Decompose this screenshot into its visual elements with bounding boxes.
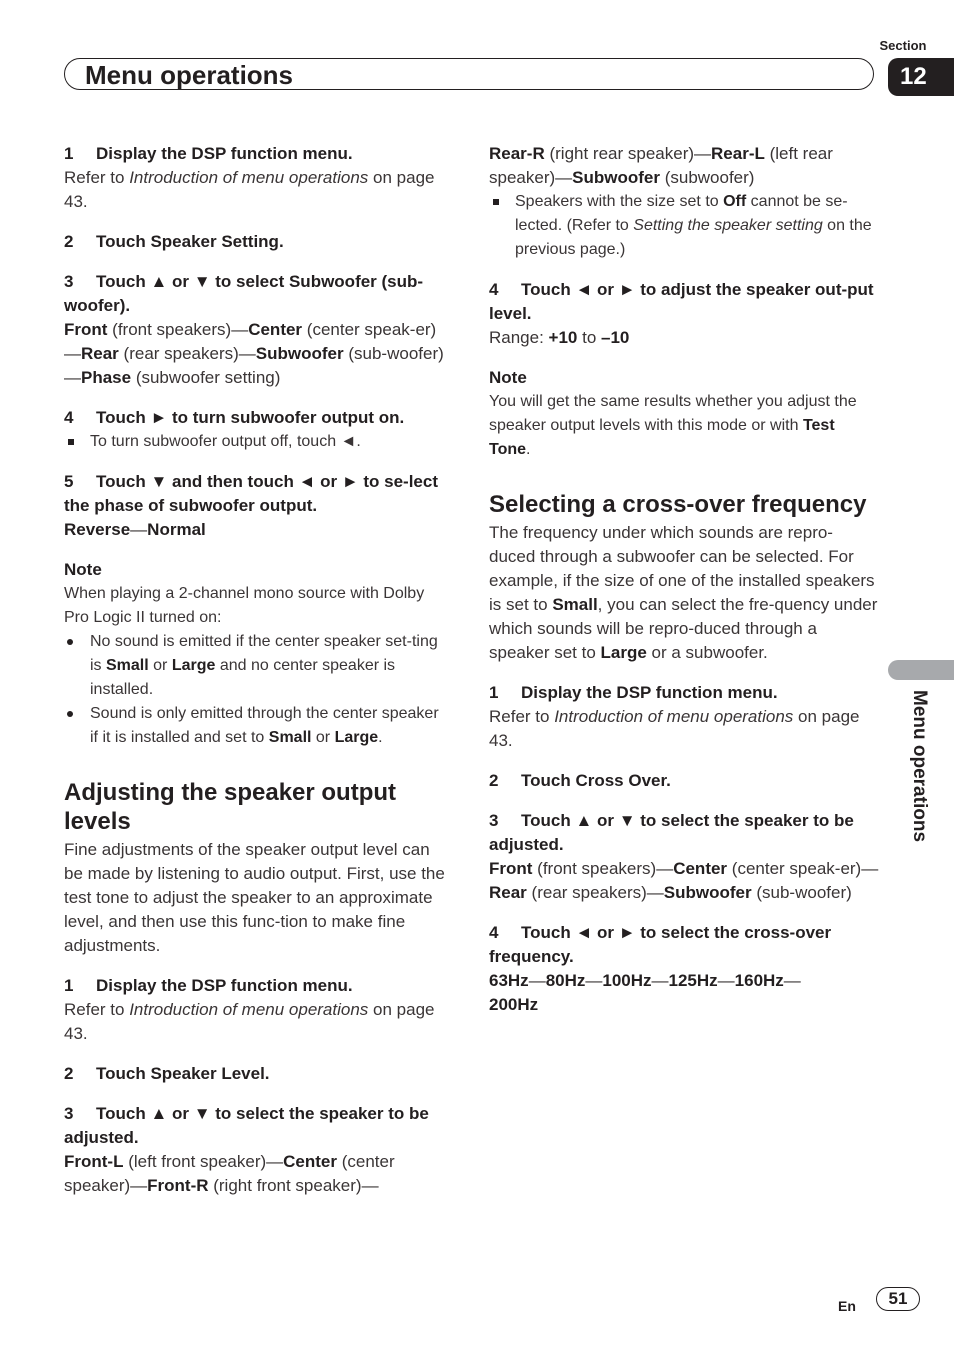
intro-paragraph: The frequency under which sounds are repro-duced through a subwoofer can be selected. For example, if the size of one of the installed speakers is set to Small, you can select the fre-quency under which sounds will be repro-duced through a speaker set to Large or a subwoofer. <box>489 523 878 662</box>
step-3-options: Front-L (left front speaker)—Center (center speaker)—Front-R (right front speaker)— <box>64 1152 395 1195</box>
section-label: Section <box>879 38 927 53</box>
step-1-reference: Refer to Introduction of menu operations on page 43. <box>64 168 435 211</box>
step-1: 1 Display the DSP function menu. <box>64 144 353 163</box>
bullet-item: Speakers with the size set to Off cannot be se-lected. (Refer to Setting the speaker setting on the previous page.) <box>489 190 879 262</box>
step-4-bullets <box>64 430 448 454</box>
step-4: 4 Touch ◄ or ► to select the cross-over frequency. <box>489 923 832 966</box>
step-3-options: Front (front speakers)—Center (center speak-er)—Rear (rear speakers)—Subwoofer (sub-woofer) <box>489 859 879 902</box>
side-tab-label: Menu operations <box>909 690 930 843</box>
step-3-options: Front (front speakers)—Center (center speak-er)—Rear (rear speakers)—Subwoofer (sub-woofer)—Phase (subwoofer setting) <box>64 320 444 387</box>
frequency-options: 63Hz—80Hz—100Hz—125Hz—160Hz— 200Hz <box>489 971 801 1014</box>
side-tab-marker <box>888 660 954 680</box>
speaker-bullets <box>489 190 879 262</box>
step-3: 3 Touch ▲ or ▼ to select the speaker to be adjusted. <box>489 811 854 854</box>
bullet-item: To turn subwoofer output off, touch ◄. <box>64 430 448 454</box>
step-3: 3 Touch ▲ or ▼ to select Subwoofer (sub-woofer). <box>64 272 424 315</box>
note-heading: Note <box>64 560 102 579</box>
page-title: Menu operations <box>85 60 294 90</box>
title-bar <box>64 58 874 90</box>
step-3: 3 Touch ▲ or ▼ to select the speaker to be adjusted. <box>64 1104 429 1147</box>
language-label: En <box>838 1298 856 1314</box>
step-4: 4 Touch ◄ or ► to adjust the speaker out-put level. <box>489 280 874 323</box>
bullet-item: Sound is only emitted through the center speaker if it is installed and set to Small or Large. <box>64 702 448 750</box>
note-text: When playing a 2-channel mono source with Dolby Pro Logic II turned on: <box>64 585 425 626</box>
note-bullets <box>64 630 448 750</box>
section-number: 12 <box>888 58 954 96</box>
bullet-item: No sound is emitted if the center speaker set-ting is Small or Large and no center speaker is installed. <box>64 630 448 702</box>
step-2: 2 Touch Speaker Setting. <box>64 232 284 251</box>
step-1: 1 Display the DSP function menu. <box>489 683 778 702</box>
step-1-reference: Refer to Introduction of menu operations on page 43. <box>64 1000 435 1043</box>
range-text: Range: +10 to –10 <box>489 328 630 347</box>
step-2: 2 Touch Cross Over. <box>489 771 671 790</box>
step-2: 2 Touch Speaker Level. <box>64 1064 270 1083</box>
step-1-reference: Refer to Introduction of menu operations on page 43. <box>489 707 860 750</box>
section-heading-speaker-levels: Adjusting the speaker output levels <box>64 779 397 835</box>
left-column <box>64 142 448 1198</box>
step-1: 1 Display the DSP function menu. <box>64 976 353 995</box>
intro-paragraph: Fine adjustments of the speaker output level can be made by listening to audio output. First, use the test tone to adjust the speaker to an approximate level, and then use this func-tion to make fine adjustments. <box>64 840 445 955</box>
step-5: 5 Touch ▼ and then touch ◄ or ► to se-lect the phase of subwoofer output. <box>64 472 439 515</box>
section-heading-crossover: Selecting a cross-over frequency <box>489 491 867 518</box>
page-number: 51 <box>876 1287 920 1311</box>
right-column <box>489 142 879 1017</box>
step-4: 4 Touch ► to turn subwoofer output on. <box>64 408 405 427</box>
note-text: You will get the same results whether you adjust the speaker output levels with this mode or with Test Tone. <box>489 393 857 458</box>
note-heading: Note <box>489 368 527 387</box>
step-5-options: Reverse—Normal <box>64 520 206 539</box>
speaker-list-continued: Rear-R (right rear speaker)—Rear-L (left rear speaker)—Subwoofer (subwoofer) <box>489 144 833 187</box>
